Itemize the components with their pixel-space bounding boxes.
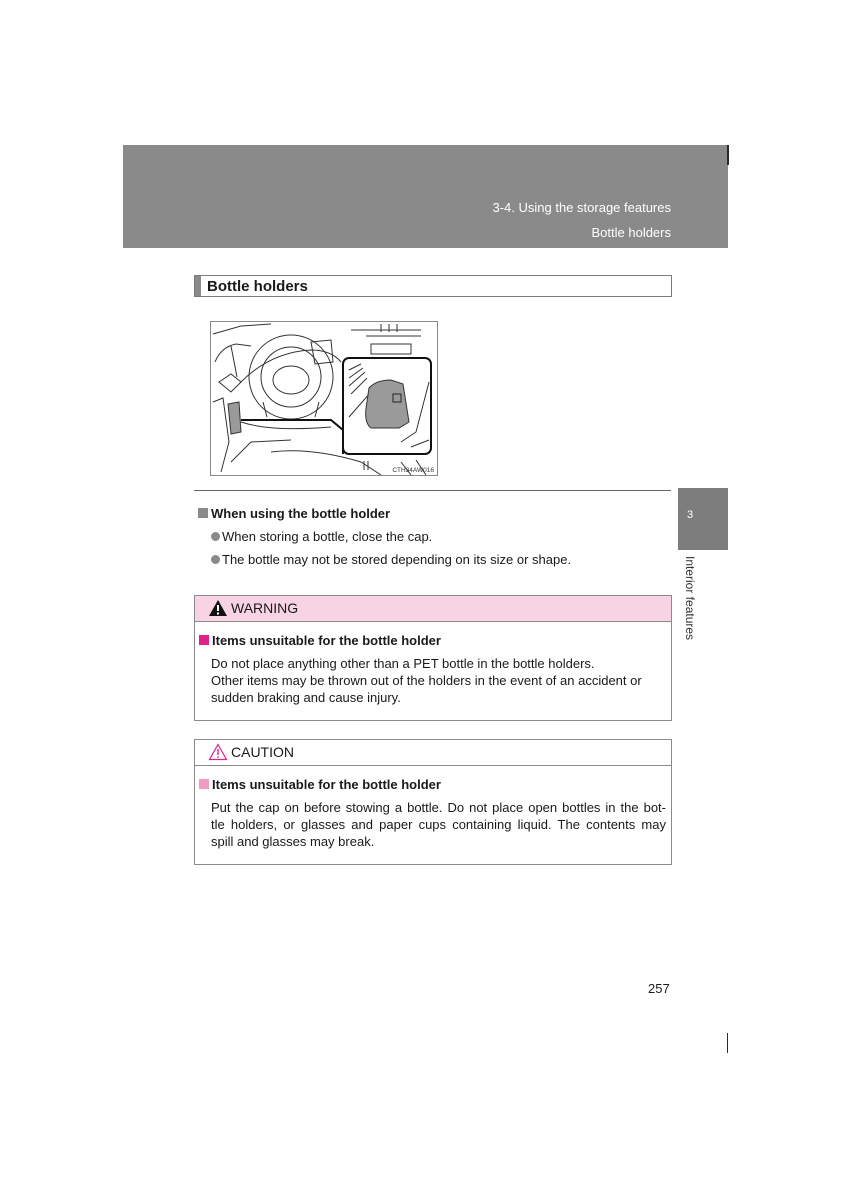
list-item: When storing a bottle, close the cap.: [211, 529, 432, 544]
caution-line: Put the cap on before stowing a bottle. Do not place open bottles in the bot-: [211, 800, 666, 815]
caution-label: CAUTION: [231, 744, 294, 760]
chapter-tab: [678, 488, 728, 550]
warning-triangle-icon: [208, 599, 228, 617]
warning-header: [195, 596, 671, 622]
bottle-holder-illustration: [210, 321, 438, 476]
chapter-number: 3: [687, 509, 694, 521]
pink-square-icon: [199, 779, 209, 789]
caution-line: tle holders, or glasses and paper cups containing liquid. The contents may: [211, 817, 666, 832]
round-bullet-icon: [211, 555, 220, 564]
warning-line: Do not place anything other than a PET bottle in the bottle holders.: [211, 656, 595, 671]
chapter-label: Interior features: [683, 556, 697, 641]
section-divider: [194, 490, 671, 491]
warning-line: sudden braking and cause injury.: [211, 690, 401, 705]
list-item: The bottle may not be stored depending on its size or shape.: [211, 552, 571, 567]
round-bullet-icon: [211, 532, 220, 541]
caution-subheading: Items unsuitable for the bottle holder: [199, 777, 441, 792]
section-title-box: [194, 275, 672, 297]
header-section: 3-4. Using the storage features: [492, 200, 671, 215]
square-bullet-icon: [198, 508, 208, 518]
caution-line: spill and glasses may break.: [211, 834, 375, 849]
pink-square-icon: [199, 635, 209, 645]
header-band: [123, 145, 728, 248]
section-title: Bottle holders: [207, 278, 308, 295]
title-accent-bar: [195, 276, 201, 296]
when-using-heading: When using the bottle holder: [198, 506, 390, 521]
caution-box: [194, 739, 672, 865]
corner-tick: [727, 145, 729, 165]
warning-box: [194, 595, 672, 721]
warning-line: Other items may be thrown out of the holders in the event of an accident or: [211, 673, 642, 688]
header-page-title: Bottle holders: [591, 225, 671, 240]
bottom-tick: [727, 1033, 728, 1053]
caution-triangle-icon: [208, 743, 228, 761]
illustration-code: CTH34AW016: [392, 467, 434, 474]
caution-header: [195, 740, 671, 766]
warning-label: WARNING: [231, 600, 299, 616]
warning-subheading: Items unsuitable for the bottle holder: [199, 633, 441, 648]
page-number: 257: [648, 981, 670, 996]
dashboard-drawing: [211, 322, 437, 475]
